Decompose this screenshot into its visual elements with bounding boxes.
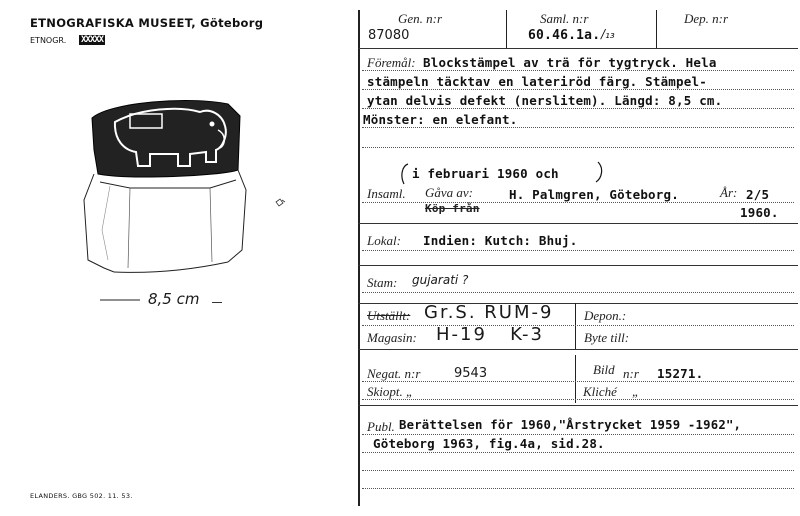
- kliche-value: „: [632, 384, 640, 399]
- struck-department: XXXXX: [81, 35, 104, 45]
- donor-value: H. Palmgren, Göteborg.: [509, 187, 679, 202]
- negat-label: Negat. n:r: [367, 366, 421, 381]
- insaml-label: Insaml.: [367, 186, 406, 201]
- gava-label: Gåva av:: [425, 185, 474, 200]
- section-rule: [358, 265, 798, 266]
- lokal-label: Lokal:: [367, 233, 401, 248]
- skiopt-label: Skiopt. „: [367, 384, 414, 399]
- magasin-label: Magasin:: [367, 330, 417, 345]
- etnogr-label: ETNOGR.: [30, 36, 67, 45]
- bild-value: 15271.: [657, 366, 704, 381]
- lokal-value: Indien: Kutch: Bhuj.: [423, 233, 578, 248]
- museum-name: ETNOGRAFISKA MUSEET, Göteborg: [30, 16, 264, 30]
- saml-nr-value: 60.46.1a.: [528, 28, 601, 43]
- header-col-divider-2: [656, 10, 657, 48]
- ar-label: År:: [720, 185, 738, 200]
- utstallt-value: Gr.S. RUM-9: [424, 302, 554, 323]
- depon-label: Depon.:: [584, 308, 627, 323]
- foremal-line-1: Blockstämpel av trä för tygtryck. Hela: [423, 55, 717, 70]
- bild-nr-label: n:r: [623, 366, 639, 381]
- gen-nr-value: 87080: [368, 28, 410, 43]
- saml-nr-suffix: /₁₃: [601, 27, 615, 41]
- gen-nr-label: Gen. n:r: [398, 11, 443, 26]
- header-bottom-rule: [358, 48, 798, 49]
- printer-mark: ELANDERS. GBG 502. 11. 53.: [30, 492, 133, 500]
- ruled-line: [362, 89, 794, 90]
- foremal-line-2: stämpeln täcktav en lateriröd färg. Stämpel-: [367, 74, 707, 89]
- header-col-divider-1: [506, 10, 507, 48]
- ruled-line: [362, 127, 794, 128]
- stam-value: gujarati ?: [412, 273, 469, 287]
- ruled-line: [362, 470, 794, 471]
- ruled-line: [362, 202, 794, 203]
- ruled-line: [362, 381, 794, 382]
- dep-nr-label: Dep. n:r: [684, 11, 729, 26]
- publ-line-2: Göteborg 1963, fig.4a, sid.28.: [373, 436, 605, 451]
- byte-label: Byte till:: [584, 330, 630, 345]
- bild-label: Bild: [593, 362, 615, 377]
- saml-nr-label: Saml. n:r: [540, 11, 589, 26]
- negat-value: 9543: [454, 366, 488, 381]
- card-divider: [358, 10, 360, 506]
- measure-tick: [212, 302, 222, 303]
- section-rule: [358, 405, 798, 406]
- ruled-line: [362, 70, 794, 71]
- foremal-label: Föremål:: [367, 55, 416, 70]
- publ-line-1: Berättelsen för 1960,"Årstrycket 1959 -1962",: [399, 418, 742, 432]
- ruled-line: [362, 292, 794, 293]
- magasin-value: H-19 K-3: [436, 324, 544, 345]
- ruled-line: [362, 147, 794, 148]
- location-col-divider: [575, 303, 576, 349]
- ruled-line: [362, 250, 794, 251]
- publ-label: Publ.: [367, 419, 395, 434]
- section-rule: [358, 223, 798, 224]
- ruled-line: [362, 325, 794, 326]
- foremal-line-3: ytan delvis defekt (nerslitem). Längd: 8,5 cm.: [367, 93, 723, 108]
- ruled-line: [362, 452, 794, 453]
- kliche-label: Kliché: [583, 384, 617, 399]
- insaml-date: 2/5: [746, 187, 770, 202]
- ruled-line: [362, 488, 794, 489]
- sketch-measurement: 8,5 cm: [148, 290, 200, 308]
- section-rule: [358, 349, 798, 350]
- ruled-line: [362, 108, 794, 109]
- stam-label: Stam:: [367, 275, 398, 290]
- insaml-insert: i februari 1960 och: [412, 166, 559, 181]
- ruled-line: [362, 399, 794, 400]
- ruled-line: [362, 434, 794, 435]
- photo-col-divider: [575, 355, 576, 403]
- utstallt-label: Utställt:: [367, 308, 411, 323]
- foremal-line-4: Mönster: en elefant.: [363, 112, 518, 127]
- struck-purchase: Köp från: [425, 202, 480, 215]
- insaml-year: 1960.: [740, 205, 779, 220]
